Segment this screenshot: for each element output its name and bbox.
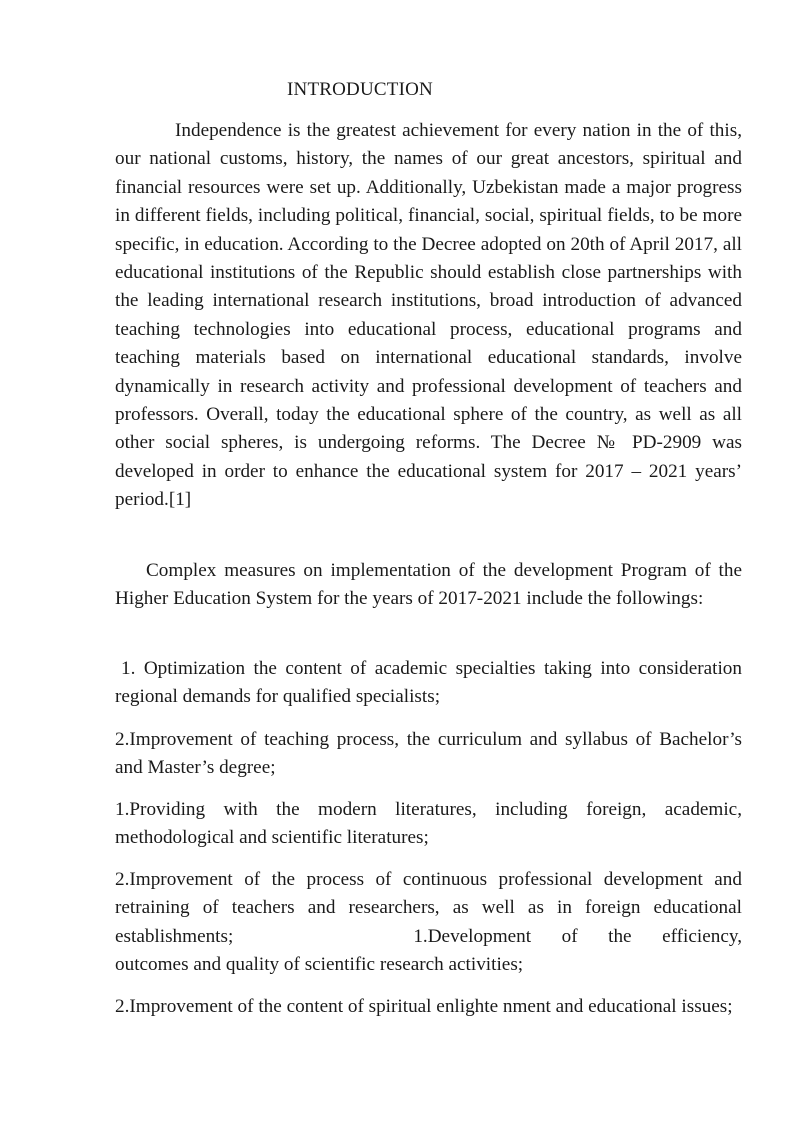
- list-item-optimization: 1. Optimization the content of academic specialties taking into consideration regional demands for qualified specialists;: [115, 658, 742, 708]
- list-item-professional-and-research: [115, 866, 742, 980]
- list-item-professional: 2.Improvement of the process of continuous professional development and retraining of teachers and researchers, as well as in foreign educational establishments;: [115, 869, 742, 947]
- list-item-teaching: 2.Improvement of teaching process, the curriculum and syllabus of Bachelor’s and Master’s degree;: [115, 729, 742, 779]
- measures-paragraph: Complex measures on implementation of the development Program of the Higher Education System for the years of 2017-2021 include the followings:: [115, 560, 742, 610]
- list-item-literatures: 1.Providing with the modern literatures, including foreign, academic, methodological and scientific literatures;: [115, 799, 742, 849]
- list-item-spiritual: 2.Improvement of the content of spiritual enlighte nment and educational issues;: [115, 996, 733, 1017]
- page-title: INTRODUCTION: [287, 79, 433, 100]
- list-item-research: 1.Development of the efficiency, outcomes and quality of scientific research activities;: [115, 925, 742, 976]
- intro-paragraph: Independence is the greatest achievement for every nation in the of this, our national customs, history, the names of our great ancestors, spiritual and financial resources were set up. Additionally, Uzbekistan made a major progress in different fields, including political, financial, social, spiritual fields, to be more specific, in education. According to the Decree adopted on 20th of April 2017, all educational institutions of the Republic should establish close partnerships with the leading international research institutions, broad introduction of advanced teaching technologies into educational process, educational programs and teaching materials based on international educational standards, involve dynamically in research activity and professional development of teachers and professors. Overall, today the educational sphere of the country, as well as all other social spheres, is undergoing reforms. The Decree № PD-2909 was developed in order to enhance the educational system for 2017 – 2021 years’ period.[1]: [115, 120, 742, 511]
